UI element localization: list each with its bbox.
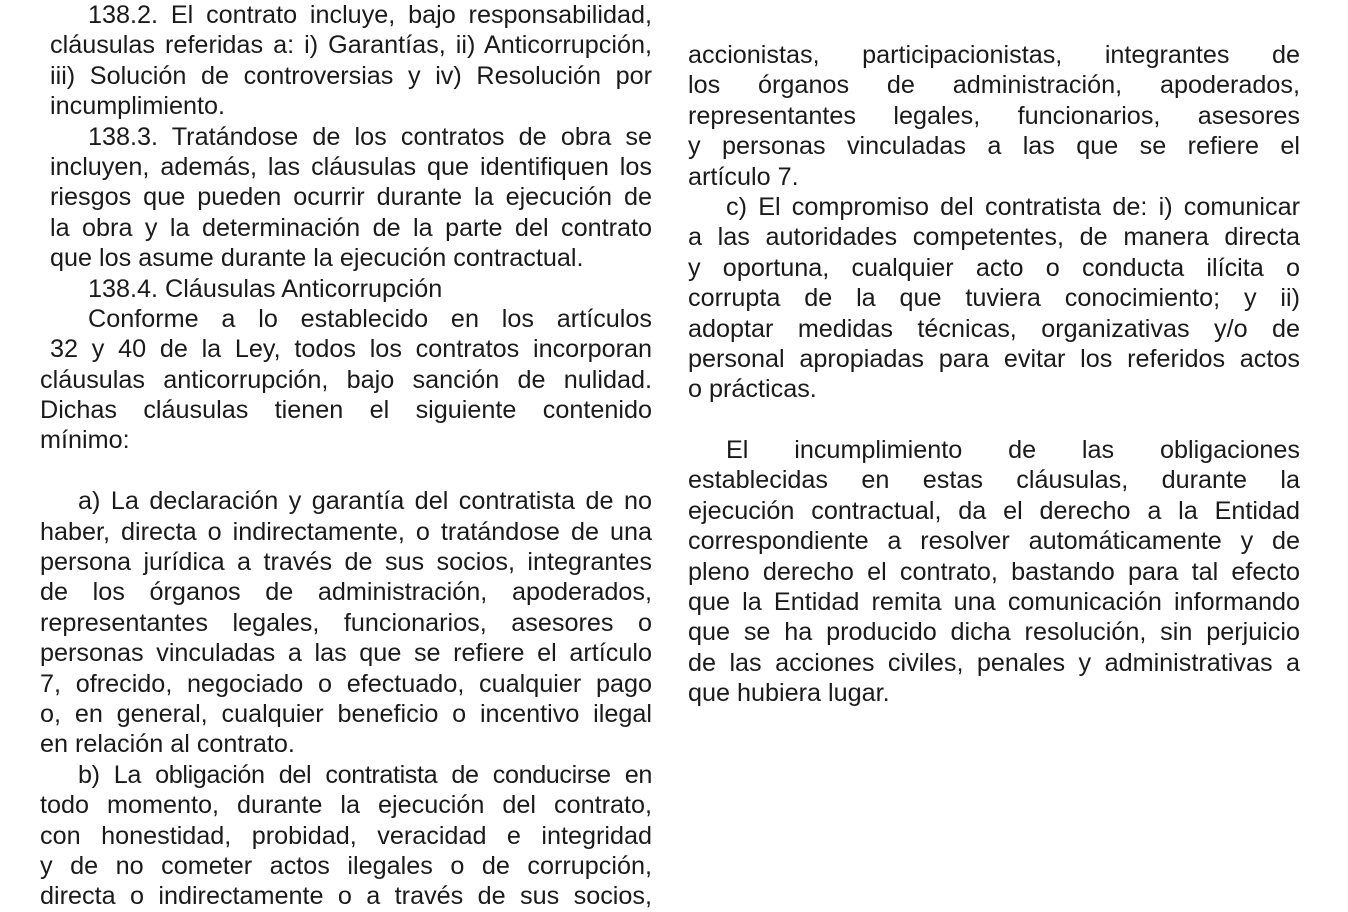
text-line: incumplimiento. (50, 92, 225, 121)
text-line: personal apropiadas para evitar los referidos actos (688, 344, 1300, 373)
text-line: incluyen, además, las cláusulas que identifiquen los (50, 152, 652, 181)
text-line: 138.3. Tratándose de los contratos de obra se (88, 122, 652, 151)
text-line: accionistas, participacionistas, integrantes de (688, 41, 1300, 69)
text-line: a) La declaración y garantía del contratista de no (78, 487, 652, 516)
text-line: Dichas cláusulas tienen el siguiente contenido (40, 396, 652, 425)
text-line: Conforme a lo establecido en los artículos (88, 304, 652, 333)
text-line: mínimo: (40, 426, 130, 455)
text-line: corrupta de la que tuviera conocimiento; y ii) (688, 284, 1300, 313)
text-line: todo momento, durante la ejecución del contrato, (40, 791, 652, 820)
text-line: en relación al contrato. (40, 730, 295, 759)
right-column (688, 40, 1300, 709)
text-line: o prácticas. (688, 375, 817, 404)
paragraph-gap (40, 456, 652, 486)
text-line: riesgos que pueden ocurrir durante la ejecución de (50, 183, 652, 212)
text-line: adoptar medidas técnicas, organizativas y/o de (688, 314, 1300, 343)
text-line: que los asume durante la ejecución contractual. (50, 244, 584, 273)
text-line: directa o indirectamente o a través de sus socios, (40, 882, 652, 911)
text-line: y personas vinculadas a las que se refiere el (688, 132, 1300, 161)
text-line: los órganos de administración, apoderados, (688, 71, 1300, 100)
text-line: b) La obligación del contratista de conducirse en (78, 760, 652, 789)
text-line: la obra y la determinación de la parte del contrato (50, 213, 652, 242)
text-line: con honestidad, probidad, veracidad e integridad (40, 821, 652, 850)
text-line: que se ha producido dicha resolución, sin perjuicio (688, 618, 1300, 647)
text-line: o, en general, cualquier beneficio o incentivo ilegal (40, 699, 652, 728)
text-line: representantes legales, funcionarios, asesores (688, 101, 1300, 130)
text-line: representantes legales, funcionarios, asesores o (40, 608, 652, 637)
text-line: 138.2. El contrato incluye, bajo responsabilidad, (88, 1, 652, 29)
text-line: El incumplimiento de las obligaciones (726, 436, 1300, 465)
text-line: y oportuna, cualquier acto o conducta ilícita o (688, 253, 1300, 282)
text-line: artículo 7. (688, 162, 799, 191)
text-line: que hubiera lugar. (688, 679, 890, 708)
text-line: 32 y 40 de la Ley, todos los contratos incorporan (50, 335, 652, 364)
text-line: iii) Solución de controversias y iv) Resolución por (50, 61, 652, 90)
text-line: establecidas en estas cláusulas, durante la (688, 466, 1300, 495)
text-line: de los órganos de administración, apoderados, (40, 578, 652, 607)
text-line: y de no cometer actos ilegales o de corrupción, (40, 851, 652, 880)
text-line: que la Entidad remita una comunicación informando (688, 588, 1300, 617)
section-heading: 138.4. Cláusulas Anticorrupción (88, 274, 443, 303)
text-line: personas vinculadas a las que se refiere el artículo (40, 639, 652, 668)
text-line: persona jurídica a través de sus socios, integrantes (40, 548, 652, 577)
text-line: a las autoridades competentes, de manera directa (688, 223, 1300, 252)
text-line: c) El compromiso del contratista de: i) comunicar (726, 192, 1300, 221)
text-line: de las acciones civiles, penales y administrativas a (688, 648, 1300, 677)
left-column (40, 0, 652, 912)
text-line: cláusulas referidas a: i) Garantías, ii) Anticorrupción, (50, 31, 652, 60)
text-line: pleno derecho el contrato, bastando para tal efecto (688, 557, 1300, 586)
text-line: 7, ofrecido, negociado o efectuado, cualquier pago (40, 669, 652, 698)
text-line: cláusulas anticorrupción, bajo sanción de nulidad. (40, 365, 652, 394)
text-line: haber, directa o indirectamente, o tratándose de una (40, 517, 652, 546)
text-line: correspondiente a resolver automáticamente y de (688, 527, 1300, 556)
text-line: ejecución contractual, da el derecho a la Entidad (688, 496, 1300, 525)
paragraph-gap (688, 405, 1300, 435)
